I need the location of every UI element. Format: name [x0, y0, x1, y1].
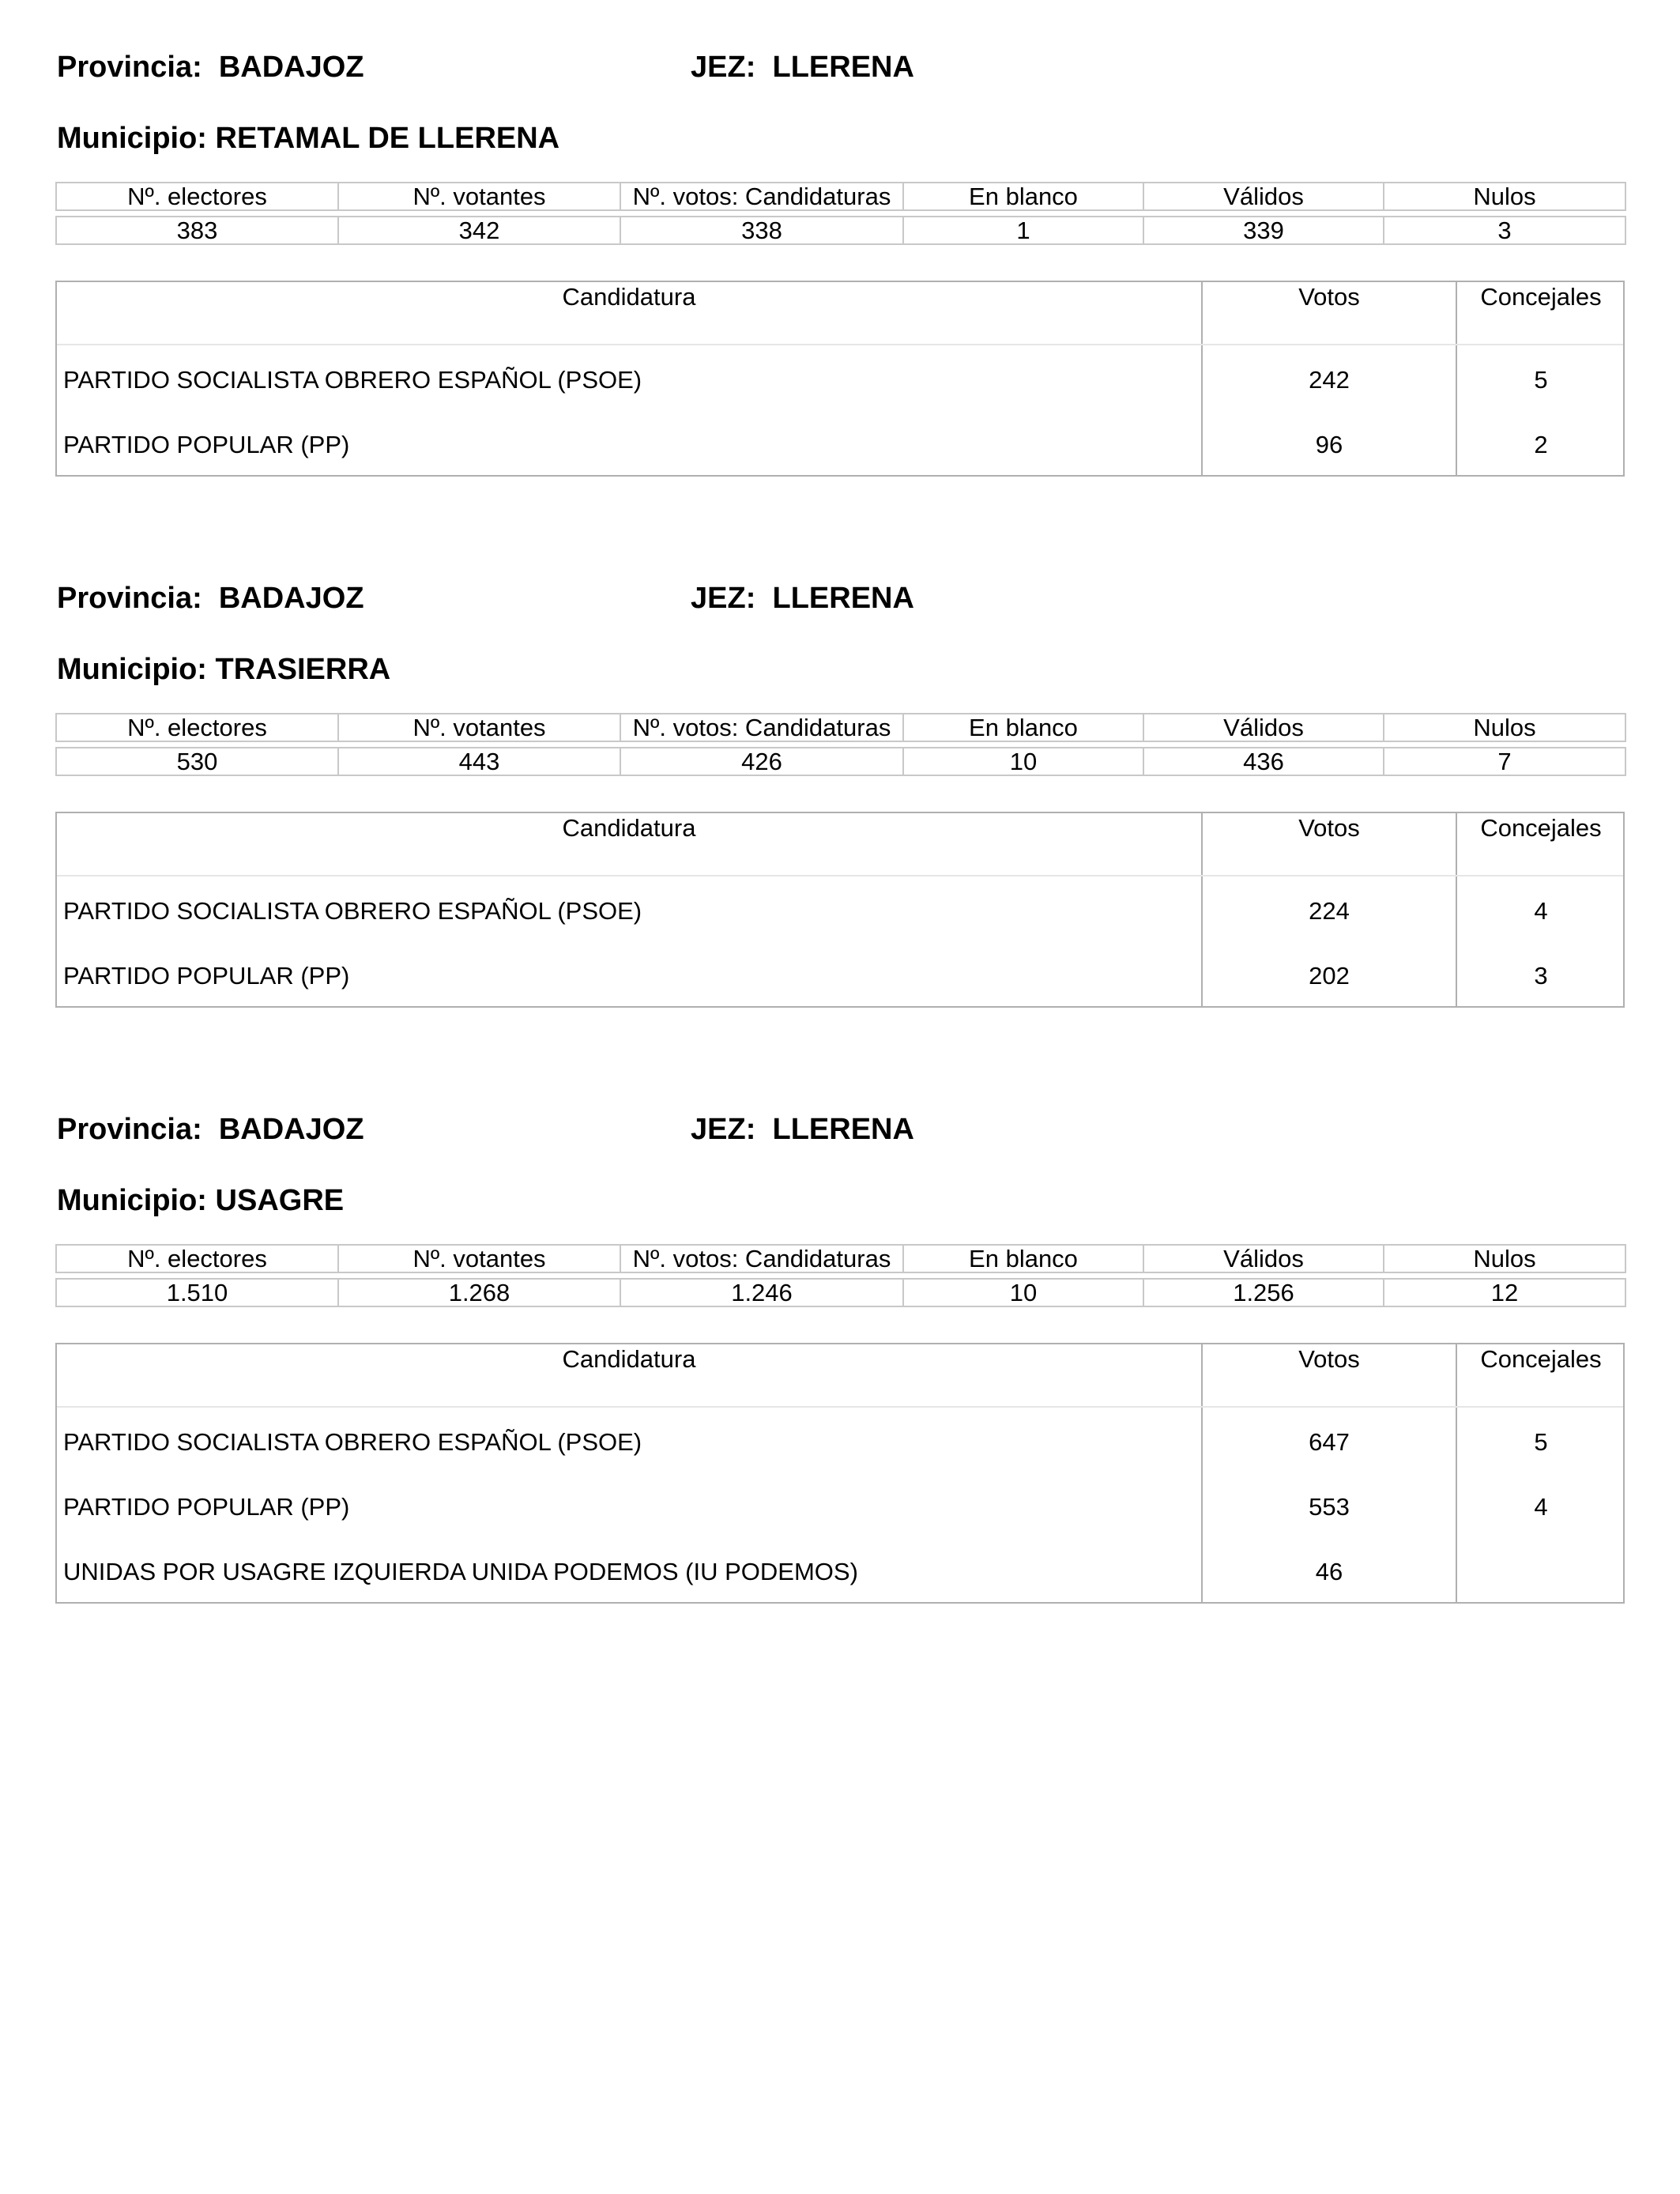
stats-header-cell: En blanco: [903, 1245, 1143, 1272]
votos-header: Votos: [1298, 283, 1360, 311]
candidate-concejales: 4: [1534, 1493, 1548, 1521]
candidate-row: [57, 1537, 1623, 1602]
stats-value-cell: 338: [620, 217, 903, 244]
candidate-concejales: 2: [1534, 431, 1548, 458]
stats-table: [55, 713, 1626, 776]
concejales-header: Concejales: [1480, 814, 1602, 842]
stats-value-cell: 10: [903, 1279, 1143, 1306]
jez-value: LLERENA: [772, 51, 914, 84]
jez-label: JEZ: LLERENA: [691, 51, 914, 84]
candidate-votos: 202: [1309, 962, 1350, 990]
stats-header-cell: En blanco: [903, 183, 1143, 210]
candidate-name: UNIDAS POR USAGRE IZQUIERDA UNIDA PODEMOS (IU PODEMOS): [63, 1558, 858, 1585]
municipio-value: USAGRE: [215, 1184, 345, 1217]
candidates-table: [55, 281, 1625, 477]
candidate-row: [57, 410, 1623, 475]
concejales-header: Concejales: [1480, 283, 1602, 311]
provincia-value: BADAJOZ: [218, 51, 364, 84]
candidate-concejales: 4: [1534, 897, 1548, 925]
stats-header-cell: Nº. electores: [56, 183, 338, 210]
stats-value-cell: 10: [903, 748, 1143, 775]
stats-header-cell: Válidos: [1143, 714, 1384, 741]
stats-value-cell: 383: [56, 217, 338, 244]
candidate-name: PARTIDO SOCIALISTA OBRERO ESPAÑOL (PSOE): [63, 897, 642, 925]
provincia-value: BADAJOZ: [218, 1113, 364, 1146]
candidate-name: PARTIDO POPULAR (PP): [63, 1493, 350, 1521]
candidate-name: PARTIDO POPULAR (PP): [63, 431, 350, 458]
jez-label: JEZ: LLERENA: [691, 582, 914, 615]
concejales-header: Concejales: [1480, 1345, 1602, 1373]
candidates-table: [55, 812, 1625, 1008]
provincia-label: Provincia: BADAJOZ: [57, 51, 364, 84]
stats-value-cell: 1.510: [56, 1279, 338, 1306]
candidate-name: PARTIDO SOCIALISTA OBRERO ESPAÑOL (PSOE): [63, 1428, 642, 1456]
provincia-label: Provincia: BADAJOZ: [57, 1113, 364, 1146]
stats-header-cell: Nº. votantes: [338, 714, 620, 741]
candidates-header-row: [57, 1344, 1623, 1408]
stats-header-cell: Nº. votos: Candidaturas: [620, 714, 903, 741]
section-heading: [55, 582, 1625, 629]
stats-value-cell: 530: [56, 748, 338, 775]
candidate-row: [57, 1408, 1623, 1472]
jez-value: LLERENA: [772, 582, 914, 615]
stats-value-cell: 3: [1384, 217, 1625, 244]
candidate-votos: 96: [1315, 431, 1343, 458]
stats-header-cell: Nº. votos: Candidaturas: [620, 1245, 903, 1272]
section-heading: [55, 51, 1625, 98]
candidate-votos: 242: [1309, 366, 1350, 394]
stats-table: [55, 1244, 1626, 1307]
municipio-value: RETAMAL DE LLERENA: [215, 122, 560, 155]
candidate-concejales: 5: [1534, 1428, 1548, 1456]
candidate-name: PARTIDO POPULAR (PP): [63, 962, 350, 990]
stats-value-cell: 426: [620, 748, 903, 775]
section-heading: [55, 1113, 1625, 1160]
stats-value-cell: 12: [1384, 1279, 1625, 1306]
municipality-section: [55, 51, 1625, 458]
candidate-votos: 224: [1309, 897, 1350, 925]
municipio-title: Municipio: USAGRE: [57, 1184, 345, 1217]
municipality-section: [55, 1113, 1625, 1585]
votos-header: Votos: [1298, 1345, 1360, 1373]
stats-header-row: [56, 183, 1625, 210]
stats-value-cell: 1.268: [338, 1279, 620, 1306]
stats-header-cell: Nulos: [1384, 1245, 1625, 1272]
stats-header-cell: Válidos: [1143, 183, 1384, 210]
stats-header-cell: Nº. votos: Candidaturas: [620, 183, 903, 210]
stats-header-cell: Nº. votantes: [338, 183, 620, 210]
stats-header-cell: Nº. electores: [56, 1245, 338, 1272]
stats-value-cell: 339: [1143, 217, 1384, 244]
stats-value-row: [56, 1279, 1625, 1306]
municipio-title: Municipio: RETAMAL DE LLERENA: [57, 122, 560, 155]
stats-header-cell: En blanco: [903, 714, 1143, 741]
jez-label: JEZ: LLERENA: [691, 1113, 914, 1146]
jez-value: LLERENA: [772, 1113, 914, 1146]
provincia-value: BADAJOZ: [218, 582, 364, 615]
stats-table: [55, 182, 1626, 245]
candidate-concejales: 5: [1534, 366, 1548, 394]
stats-value-cell: 342: [338, 217, 620, 244]
candidate-votos: 647: [1309, 1428, 1350, 1456]
candidate-concejales: 3: [1534, 962, 1548, 990]
stats-value-cell: 1.246: [620, 1279, 903, 1306]
votos-header: Votos: [1298, 814, 1360, 842]
municipality-section: [55, 582, 1625, 990]
stats-value-row: [56, 748, 1625, 775]
candidate-row: [57, 345, 1623, 410]
stats-header-cell: Nº. votantes: [338, 1245, 620, 1272]
stats-header-cell: Nº. electores: [56, 714, 338, 741]
stats-header-cell: Nulos: [1384, 183, 1625, 210]
candidate-name: PARTIDO SOCIALISTA OBRERO ESPAÑOL (PSOE): [63, 366, 642, 394]
stats-header-cell: Nulos: [1384, 714, 1625, 741]
stats-value-row: [56, 217, 1625, 244]
municipio-title: Municipio: TRASIERRA: [57, 653, 391, 686]
stats-value-cell: 1.256: [1143, 1279, 1384, 1306]
candidate-row: [57, 876, 1623, 941]
stats-value-cell: 436: [1143, 748, 1384, 775]
stats-value-cell: 443: [338, 748, 620, 775]
stats-header-row: [56, 1245, 1625, 1272]
provincia-label: Provincia: BADAJOZ: [57, 582, 364, 615]
candidates-header-row: [57, 282, 1623, 345]
candidates-header-row: [57, 813, 1623, 876]
municipio-value: TRASIERRA: [215, 653, 391, 686]
candidatura-header: Candidatura: [562, 283, 696, 311]
stats-value-cell: 7: [1384, 748, 1625, 775]
stats-header-row: [56, 714, 1625, 741]
candidatura-header: Candidatura: [562, 814, 696, 842]
candidate-row: [57, 1472, 1623, 1537]
stats-value-cell: 1: [903, 217, 1143, 244]
candidate-row: [57, 941, 1623, 1006]
candidates-table: [55, 1343, 1625, 1604]
candidate-votos: 46: [1315, 1558, 1343, 1585]
candidate-votos: 553: [1309, 1493, 1350, 1521]
candidatura-header: Candidatura: [562, 1345, 696, 1373]
stats-header-cell: Válidos: [1143, 1245, 1384, 1272]
